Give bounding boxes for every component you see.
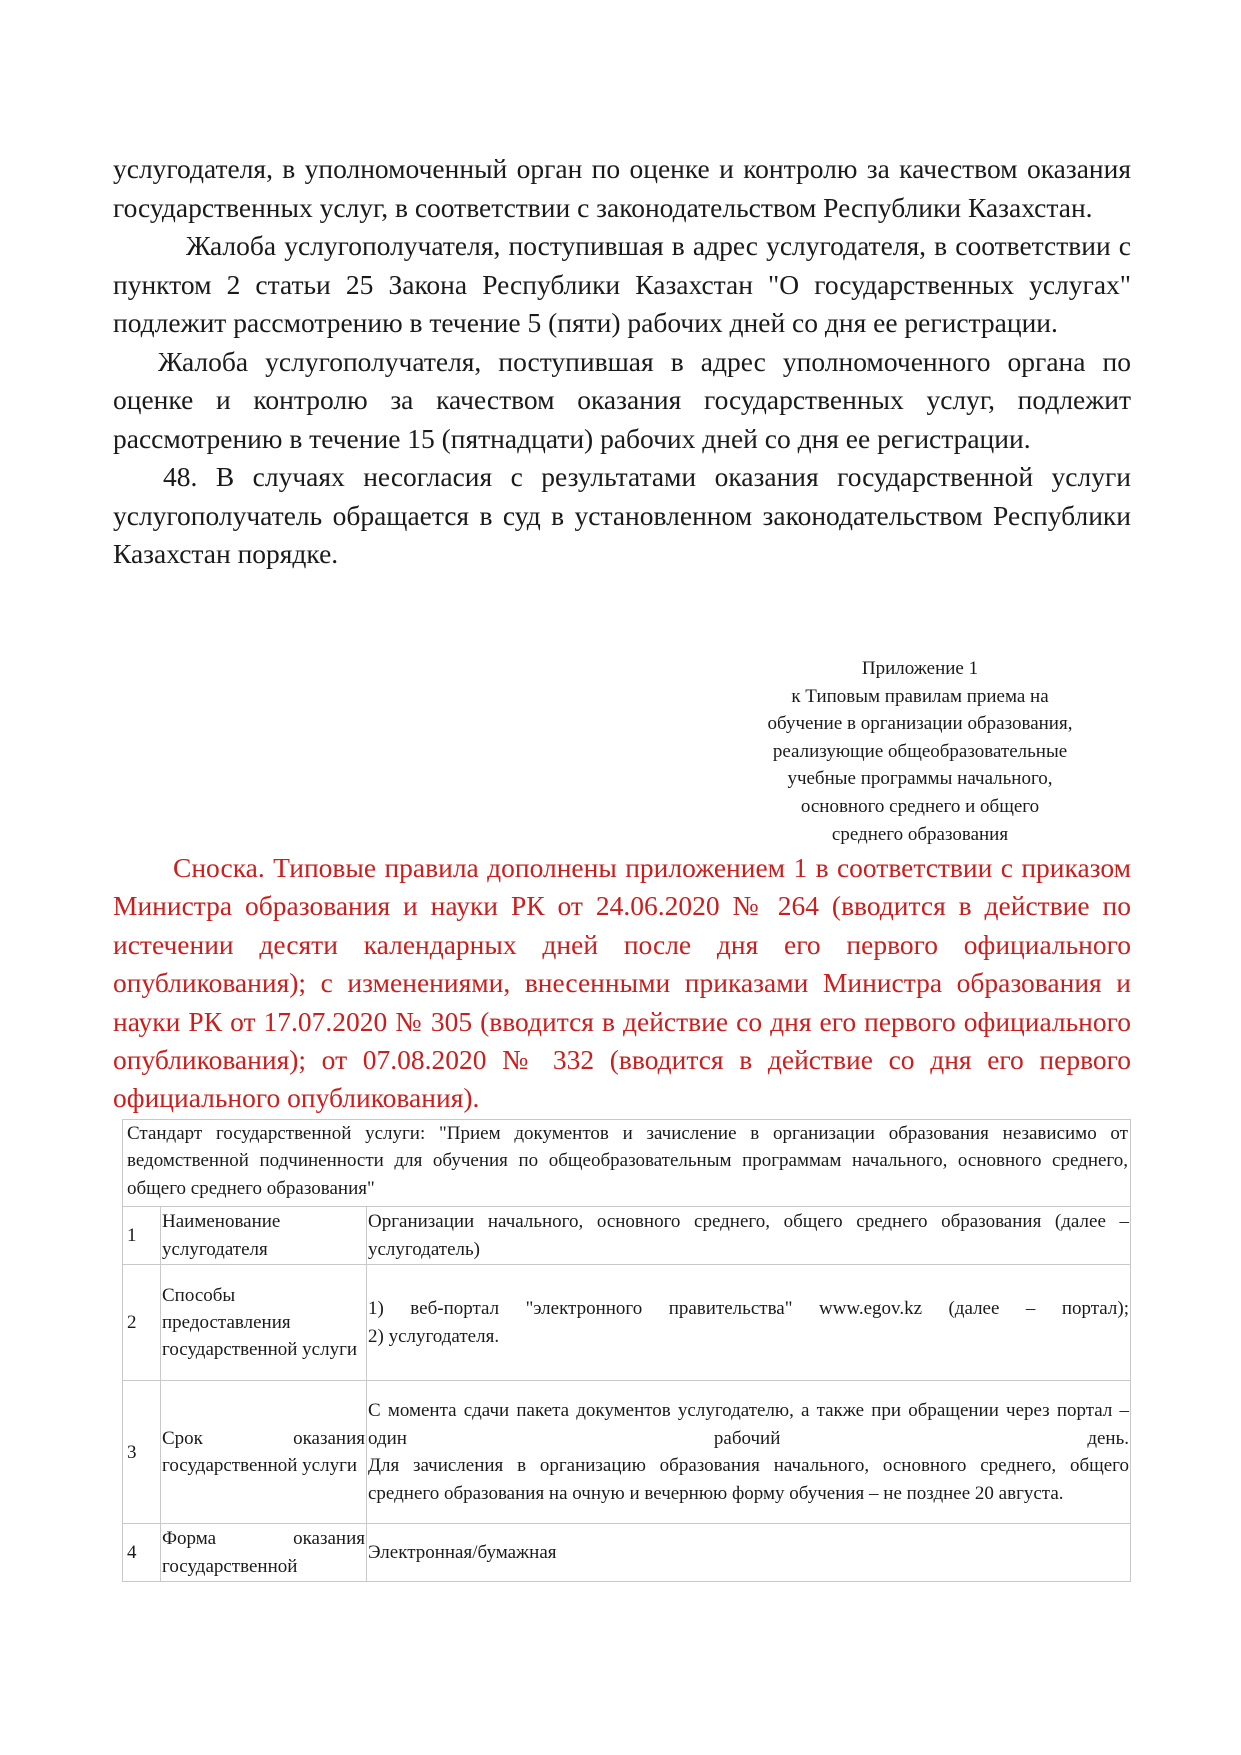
table-header-row bbox=[123, 1120, 1131, 1207]
row-value-line: 2) услугодателя. bbox=[368, 1325, 500, 1347]
appendix-line: Приложение 1 bbox=[861, 658, 979, 679]
appendix-line: реализующие общеобразовательные bbox=[772, 740, 1068, 762]
appendix-line: к Типовым правилам приема на bbox=[791, 685, 1049, 707]
appendix-line: учебные программы начального, bbox=[787, 768, 1053, 790]
appendix-line: среднего образования bbox=[831, 823, 1009, 845]
row-name: Способы предоставления государственной услуги bbox=[161, 1265, 367, 1381]
service-standard-table bbox=[122, 1119, 1131, 1582]
body-paragraph: 48. В случаях несогласия с результатами оказания государственной услуги услугополучатель обращается в суд в установленном законодательством Республики Казахстан порядке. bbox=[113, 461, 1131, 569]
table-row bbox=[123, 1207, 1131, 1265]
row-number: 3 bbox=[123, 1381, 161, 1524]
row-value: Электронная/бумажная bbox=[367, 1524, 1131, 1582]
row-value: Организации начального, основного среднего, общего среднего образования (далее – услугодатель) bbox=[367, 1207, 1131, 1265]
appendix-line: основного среднего и общего bbox=[800, 795, 1040, 817]
table-header-cell: Стандарт государственной услуги: "Прием документов и зачисление в организации образования независимо от ведомственной подчиненности для обучения по общеобразовательным программам начального, основного среднего, общего среднего образования" bbox=[123, 1120, 1131, 1207]
table-row bbox=[123, 1265, 1131, 1381]
row-value-line: 1) веб-портал "электронного правительства" www.egov.kz (далее – портал); bbox=[368, 1298, 1129, 1320]
appendix-line: обучение в организации образования, bbox=[767, 713, 1073, 735]
row-value-line: Для зачисления в организацию образования начального, основного среднего, общего среднего образования на очную и вечернюю форму обучения – не позднее 20 августа. bbox=[368, 1455, 1129, 1504]
row-value-line: С момента сдачи пакета документов услугодателю, а также при обращении через портал – один рабочий день. bbox=[368, 1400, 1129, 1449]
table-row bbox=[123, 1381, 1131, 1524]
appendix-heading bbox=[720, 655, 1120, 848]
row-name: Форма оказания государственной bbox=[161, 1524, 367, 1582]
row-value bbox=[367, 1265, 1131, 1381]
row-value bbox=[367, 1381, 1131, 1524]
row-number: 4 bbox=[123, 1524, 161, 1582]
row-name: Наименование услугодателя bbox=[161, 1207, 367, 1265]
row-name: Срок оказания государственной услуги bbox=[161, 1381, 367, 1524]
row-number: 2 bbox=[123, 1265, 161, 1381]
body-paragraph: Жалоба услугополучателя, поступившая в адрес услугодателя, в соответствии с пунктом 2 статьи 25 Закона Республики Казахстан "О государственных услугах" подлежит рассмотрению в течение 5 (пяти) рабочих дней со дня ее регистрации. bbox=[113, 230, 1131, 338]
body-text bbox=[113, 150, 1131, 574]
row-number: 1 bbox=[123, 1207, 161, 1265]
body-paragraph: Жалоба услугополучателя, поступившая в адрес уполномоченного органа по оценке и контролю за качеством оказания государственных услуг, подлежит рассмотрению в течение 15 (пятнадцати) рабочих дней со дня ее регистрации. bbox=[113, 345, 1131, 454]
footnote: Сноска. Типовые правила дополнены приложением 1 в соответствии с приказом Министра образования и науки РК от 24.06.2020 № 264 (вводится в действие по истечении десяти календарных дней после дня его первого официального опубликования); с изменениями, внесенными приказами Министра образования и науки РК от 17.07.2020 № 305 (вводится в действие со дня его первого официального опубликования); от 07.08.2020 № 332 (вводится в действие со дня его первого официального опубликования). bbox=[113, 852, 1131, 1114]
body-paragraph: услугодателя, в уполномоченный орган по оценке и контролю за качеством оказания государственных услуг, в соответствии с законодательством Республики Казахстан. bbox=[113, 153, 1131, 223]
table-row bbox=[123, 1524, 1131, 1582]
